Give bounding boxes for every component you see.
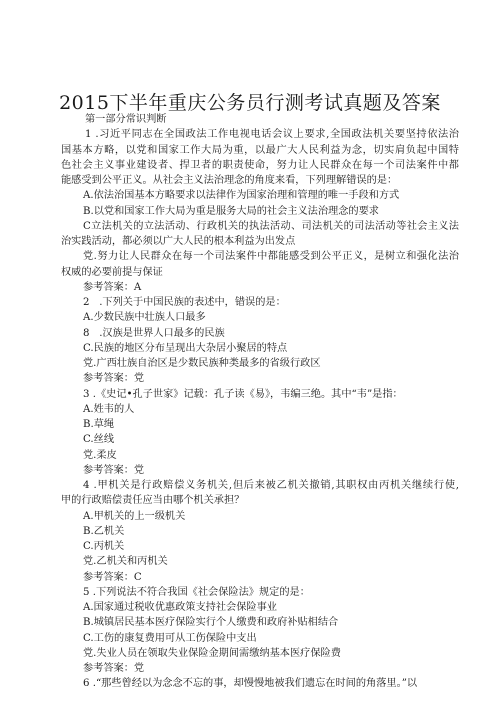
text-line: B.城镇居民基本医疗保险实行个人缴费和政府补贴相结合 bbox=[83, 617, 339, 629]
text-line: 参考答案：C bbox=[83, 571, 142, 583]
text-line: 1 .习近平同志在全国政法工作电视电话会议上要求,全国政法机关要坚持依法治 bbox=[85, 129, 459, 141]
text-line: 党.努力让人民群众在每一个司法案件中都能感受到公平正义，是树立和强化法治 bbox=[83, 251, 459, 263]
text-line: 国基本方略，以党和国家工作大局为重，以最广大人民利益为念，切实肩负起中国特 bbox=[61, 144, 459, 156]
text-line: A.甲机关的上一级机关 bbox=[83, 510, 186, 522]
document-body bbox=[61, 112, 459, 692]
text-line: A.依法治国基本方略要求以法律作为国家治理和管理的唯一手段和方式 bbox=[83, 190, 400, 202]
text-line: C.丙机关 bbox=[83, 541, 125, 552]
text-line: 参考答案：党 bbox=[83, 464, 145, 476]
text-line: 5 .下列说法不符合我国《社会保险法》规定的是： bbox=[83, 586, 310, 598]
text-line: A.少数民族中壮族人口最多 bbox=[83, 312, 206, 324]
text-line: 4 .甲机关是行政赔偿义务机关,但后来被乙机关撤销,其职权由丙机关继续行使, bbox=[83, 480, 459, 491]
text-line: 参考答案：党 bbox=[83, 663, 145, 674]
text-line: B.乙机关 bbox=[83, 525, 125, 537]
text-line: B.草绳 bbox=[83, 419, 115, 430]
text-line: 甲的行政赔偿责任应当由哪个机关承担？ bbox=[61, 495, 245, 507]
text-line: 党.乙机关和丙机关 bbox=[83, 556, 168, 568]
text-line: A.姓韦的人 bbox=[83, 403, 135, 415]
text-line: 2 .下列关于中国民族的表述中，错误的是： bbox=[83, 297, 286, 308]
text-line: C.工伤的康复费用可从工伤保险中支出 bbox=[83, 632, 257, 644]
text-line: C.民族的地区分布呈现出大杂居小聚居的特点 bbox=[83, 342, 288, 354]
text-line: 色社会主义事业建设者、捍卫者的职责使命，努力让人民群众在每一个司法案件中都 bbox=[61, 159, 459, 171]
text-line: 8 .汉族是世界人口最多的民族 bbox=[83, 327, 225, 339]
text-line: B.以党和国家工作大局为重是服务大局的社会主义法治理念的要求 bbox=[83, 205, 379, 217]
text-line: 参考答案：党 bbox=[83, 373, 145, 385]
text-line: A.国家通过税收优惠政策支持社会保险事业 bbox=[83, 602, 277, 613]
text-line: 3 .《史记•孔子世家》记载：孔子读《易》，韦编三绝。其中“韦”是指： bbox=[83, 388, 403, 400]
text-line: C立法机关的立法活动、行政机关的执法活动、司法机关的司法活动等社会主义法 bbox=[83, 220, 459, 232]
text-line: 党.柔皮 bbox=[83, 449, 117, 461]
text-line: 第一部分常识判断 bbox=[85, 114, 167, 125]
text-line: 权威的必要前提与保证 bbox=[61, 266, 163, 278]
text-line: 能感受到公平正义。从社会主义法治理念的角度来看，下列理解错误的是： bbox=[61, 175, 398, 186]
text-line: 参考答案：A bbox=[83, 281, 142, 293]
text-line: C.丝线 bbox=[83, 434, 115, 446]
text-line: 治实践活动，都必须以广大人民的根本利益为出发点 bbox=[61, 236, 296, 247]
document-title: 2015下半年重庆公务员行测考试真题及答案 bbox=[59, 92, 441, 114]
text-line: 党.广西壮族自治区是少数民族种类最多的省级行政区 bbox=[83, 358, 321, 369]
text-line: 党.失业人员在领取失业保险金期间需缴纳基本医疗保险费 bbox=[83, 647, 341, 659]
text-line: 6 .“那些曾经以为念念不忘的事，却慢慢地被我们遗忘在时间的角落里。”以 bbox=[83, 678, 418, 690]
